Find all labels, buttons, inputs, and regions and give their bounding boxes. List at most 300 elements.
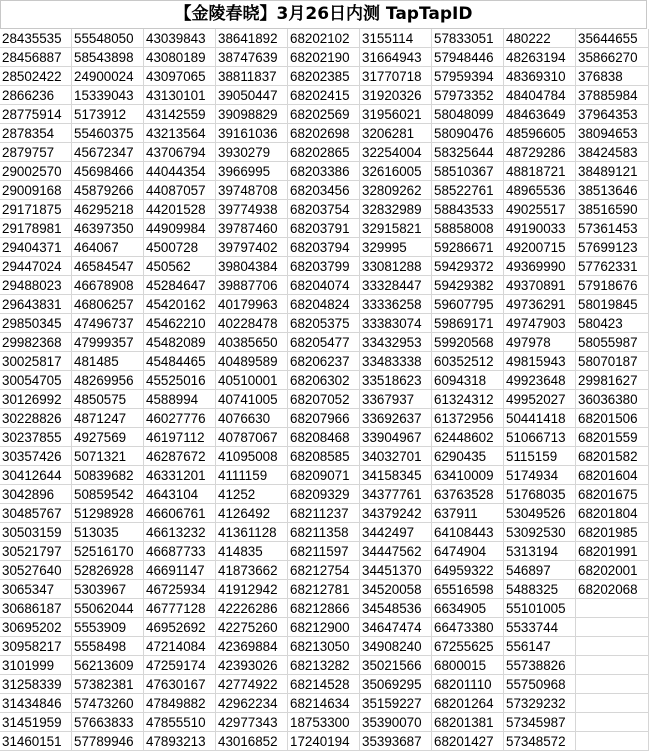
table-cell[interactable]: 68203799 bbox=[288, 257, 360, 276]
table-cell[interactable]: 59869171 bbox=[432, 314, 504, 333]
table-cell[interactable]: 39050447 bbox=[216, 86, 288, 105]
table-cell[interactable]: 18753300 bbox=[288, 713, 360, 732]
table-cell[interactable]: 68201110 bbox=[432, 675, 504, 694]
table-cell[interactable]: 59607795 bbox=[432, 295, 504, 314]
table-cell[interactable]: 32616005 bbox=[360, 162, 432, 181]
table-cell[interactable]: 46687733 bbox=[144, 542, 216, 561]
table-cell[interactable]: 3966995 bbox=[216, 162, 288, 181]
table-cell[interactable]: 31451959 bbox=[0, 713, 72, 732]
table-cell[interactable]: 40385650 bbox=[216, 333, 288, 352]
table-cell[interactable]: 45462210 bbox=[144, 314, 216, 333]
table-cell[interactable]: 46397350 bbox=[72, 219, 144, 238]
table-cell[interactable]: 35021566 bbox=[360, 656, 432, 675]
table-cell[interactable]: 57345987 bbox=[504, 713, 576, 732]
table-cell[interactable]: 29981627 bbox=[576, 371, 649, 390]
table-cell[interactable]: 68205375 bbox=[288, 314, 360, 333]
table-cell[interactable]: 33081288 bbox=[360, 257, 432, 276]
table-cell[interactable]: 46584547 bbox=[72, 257, 144, 276]
table-cell[interactable]: 61324312 bbox=[432, 390, 504, 409]
table-cell[interactable]: 68202865 bbox=[288, 143, 360, 162]
table-cell[interactable]: 37885984 bbox=[576, 86, 649, 105]
table-cell[interactable]: 64108443 bbox=[432, 523, 504, 542]
table-cell[interactable]: 38513646 bbox=[576, 181, 649, 200]
table-cell[interactable]: 30054705 bbox=[0, 371, 72, 390]
table-cell[interactable]: 546897 bbox=[504, 561, 576, 580]
table-cell[interactable]: 5488325 bbox=[504, 580, 576, 599]
table-cell[interactable]: 68202102 bbox=[288, 29, 360, 48]
table-cell[interactable]: 68203791 bbox=[288, 219, 360, 238]
table-cell[interactable]: 35393687 bbox=[360, 732, 432, 751]
table-cell[interactable]: 57361453 bbox=[576, 219, 649, 238]
table-cell[interactable]: 57473260 bbox=[72, 694, 144, 713]
table-cell[interactable]: 68204824 bbox=[288, 295, 360, 314]
table-cell[interactable]: 513035 bbox=[72, 523, 144, 542]
table-cell[interactable]: 48463649 bbox=[504, 105, 576, 124]
table-cell[interactable]: 44044354 bbox=[144, 162, 216, 181]
table-cell[interactable]: 4927569 bbox=[72, 428, 144, 447]
table-cell[interactable]: 68201506 bbox=[576, 409, 649, 428]
table-cell[interactable]: 49369990 bbox=[504, 257, 576, 276]
table-cell[interactable]: 57348572 bbox=[504, 732, 576, 751]
table-cell[interactable]: 39804384 bbox=[216, 257, 288, 276]
table-cell[interactable]: 61372956 bbox=[432, 409, 504, 428]
table-cell[interactable]: 42226286 bbox=[216, 599, 288, 618]
table-cell[interactable]: 65516598 bbox=[432, 580, 504, 599]
table-cell[interactable]: 29002570 bbox=[0, 162, 72, 181]
table-cell[interactable]: 55062044 bbox=[72, 599, 144, 618]
table-cell[interactable] bbox=[576, 713, 649, 732]
table-cell[interactable]: 68212866 bbox=[288, 599, 360, 618]
table-cell[interactable]: 30521797 bbox=[0, 542, 72, 561]
table-cell[interactable]: 46027776 bbox=[144, 409, 216, 428]
table-cell[interactable]: 32809262 bbox=[360, 181, 432, 200]
table-cell[interactable]: 34451370 bbox=[360, 561, 432, 580]
table-cell[interactable]: 3101999 bbox=[0, 656, 72, 675]
table-cell[interactable]: 40510001 bbox=[216, 371, 288, 390]
table-cell[interactable]: 58048099 bbox=[432, 105, 504, 124]
table-cell[interactable]: 41873662 bbox=[216, 561, 288, 580]
table-cell[interactable]: 6094318 bbox=[432, 371, 504, 390]
table-cell[interactable]: 30357426 bbox=[0, 447, 72, 466]
table-cell[interactable]: 68212900 bbox=[288, 618, 360, 637]
table-cell[interactable]: 5553909 bbox=[72, 618, 144, 637]
table-cell[interactable]: 48404784 bbox=[504, 86, 576, 105]
table-cell[interactable]: 329995 bbox=[360, 238, 432, 257]
table-cell[interactable]: 450562 bbox=[144, 257, 216, 276]
table-cell[interactable]: 37964353 bbox=[576, 105, 649, 124]
table-cell[interactable]: 480222 bbox=[504, 29, 576, 48]
table-cell[interactable]: 56213609 bbox=[72, 656, 144, 675]
table-cell[interactable]: 48269956 bbox=[72, 371, 144, 390]
table-cell[interactable]: 68201985 bbox=[576, 523, 649, 542]
table-cell[interactable]: 68212781 bbox=[288, 580, 360, 599]
table-cell[interactable]: 58843533 bbox=[432, 200, 504, 219]
table-cell[interactable] bbox=[576, 618, 649, 637]
table-cell[interactable]: 68203386 bbox=[288, 162, 360, 181]
table-cell[interactable]: 55101005 bbox=[504, 599, 576, 618]
table-cell[interactable]: 47259174 bbox=[144, 656, 216, 675]
table-cell[interactable]: 30527640 bbox=[0, 561, 72, 580]
table-cell[interactable]: 41095008 bbox=[216, 447, 288, 466]
table-cell[interactable]: 53049526 bbox=[504, 504, 576, 523]
table-cell[interactable]: 51066713 bbox=[504, 428, 576, 447]
table-cell[interactable]: 43706794 bbox=[144, 143, 216, 162]
table-cell[interactable]: 28435535 bbox=[0, 29, 72, 48]
table-cell[interactable]: 5558498 bbox=[72, 637, 144, 656]
table-cell[interactable]: 50441418 bbox=[504, 409, 576, 428]
table-cell[interactable]: 66473380 bbox=[432, 618, 504, 637]
table-cell[interactable]: 68214528 bbox=[288, 675, 360, 694]
table-cell[interactable]: 57789946 bbox=[72, 732, 144, 751]
table-cell[interactable]: 46613232 bbox=[144, 523, 216, 542]
table-cell[interactable]: 32915821 bbox=[360, 219, 432, 238]
table-cell[interactable]: 5173912 bbox=[72, 105, 144, 124]
table-cell[interactable]: 45420162 bbox=[144, 295, 216, 314]
table-cell[interactable]: 30686187 bbox=[0, 599, 72, 618]
table-cell[interactable]: 48596605 bbox=[504, 124, 576, 143]
table-cell[interactable]: 49747903 bbox=[504, 314, 576, 333]
table-cell[interactable]: 30695202 bbox=[0, 618, 72, 637]
table-cell[interactable]: 57948446 bbox=[432, 48, 504, 67]
table-cell[interactable]: 5533744 bbox=[504, 618, 576, 637]
table-cell[interactable]: 68202385 bbox=[288, 67, 360, 86]
table-cell[interactable] bbox=[576, 675, 649, 694]
table-cell[interactable]: 59429372 bbox=[432, 257, 504, 276]
table-cell[interactable]: 46295218 bbox=[72, 200, 144, 219]
table-cell[interactable]: 4588994 bbox=[144, 390, 216, 409]
table-cell[interactable]: 43213564 bbox=[144, 124, 216, 143]
table-cell[interactable]: 4126492 bbox=[216, 504, 288, 523]
table-cell[interactable]: 59429382 bbox=[432, 276, 504, 295]
table-cell[interactable]: 57699123 bbox=[576, 238, 649, 257]
table-cell[interactable]: 68212754 bbox=[288, 561, 360, 580]
table-cell[interactable]: 28775914 bbox=[0, 105, 72, 124]
table-cell[interactable]: 58325644 bbox=[432, 143, 504, 162]
table-cell[interactable] bbox=[576, 656, 649, 675]
table-cell[interactable]: 58090476 bbox=[432, 124, 504, 143]
table-cell[interactable]: 47214084 bbox=[144, 637, 216, 656]
table-cell[interactable]: 38641892 bbox=[216, 29, 288, 48]
table-cell[interactable] bbox=[576, 637, 649, 656]
table-cell[interactable]: 40741005 bbox=[216, 390, 288, 409]
table-cell[interactable]: 33483338 bbox=[360, 352, 432, 371]
table-cell[interactable]: 47630167 bbox=[144, 675, 216, 694]
table-cell[interactable]: 57973352 bbox=[432, 86, 504, 105]
table-cell[interactable]: 57959394 bbox=[432, 67, 504, 86]
table-cell[interactable]: 29850345 bbox=[0, 314, 72, 333]
table-cell[interactable]: 45284647 bbox=[144, 276, 216, 295]
table-cell[interactable]: 46725934 bbox=[144, 580, 216, 599]
table-cell[interactable]: 29488023 bbox=[0, 276, 72, 295]
table-cell[interactable]: 43080189 bbox=[144, 48, 216, 67]
table-cell[interactable]: 38489121 bbox=[576, 162, 649, 181]
table-cell[interactable]: 38516590 bbox=[576, 200, 649, 219]
table-cell[interactable]: 30126992 bbox=[0, 390, 72, 409]
table-cell[interactable]: 68203794 bbox=[288, 238, 360, 257]
table-cell[interactable]: 31920326 bbox=[360, 86, 432, 105]
table-cell[interactable]: 42977343 bbox=[216, 713, 288, 732]
table-cell[interactable]: 68201991 bbox=[576, 542, 649, 561]
table-cell[interactable]: 68202698 bbox=[288, 124, 360, 143]
table-cell[interactable]: 580423 bbox=[576, 314, 649, 333]
table-cell[interactable]: 68201804 bbox=[576, 504, 649, 523]
table-cell[interactable]: 3155114 bbox=[360, 29, 432, 48]
table-cell[interactable]: 68206302 bbox=[288, 371, 360, 390]
table-cell[interactable]: 47849882 bbox=[144, 694, 216, 713]
table-cell[interactable]: 68211237 bbox=[288, 504, 360, 523]
table-cell[interactable]: 55738826 bbox=[504, 656, 576, 675]
table-cell[interactable]: 33904967 bbox=[360, 428, 432, 447]
table-cell[interactable]: 35866270 bbox=[576, 48, 649, 67]
table-cell[interactable]: 30228826 bbox=[0, 409, 72, 428]
table-cell[interactable]: 58510367 bbox=[432, 162, 504, 181]
table-cell[interactable]: 68203754 bbox=[288, 200, 360, 219]
table-cell[interactable]: 40489589 bbox=[216, 352, 288, 371]
table-cell[interactable]: 68201675 bbox=[576, 485, 649, 504]
table-cell[interactable]: 46777128 bbox=[144, 599, 216, 618]
table-cell[interactable]: 40179963 bbox=[216, 295, 288, 314]
table-cell[interactable]: 34377761 bbox=[360, 485, 432, 504]
table-cell[interactable]: 68209071 bbox=[288, 466, 360, 485]
table-cell[interactable]: 28502422 bbox=[0, 67, 72, 86]
table-cell[interactable]: 68205477 bbox=[288, 333, 360, 352]
table-cell[interactable]: 46952692 bbox=[144, 618, 216, 637]
table-cell[interactable]: 68207966 bbox=[288, 409, 360, 428]
table-cell[interactable]: 49952027 bbox=[504, 390, 576, 409]
table-cell[interactable]: 68208468 bbox=[288, 428, 360, 447]
table-cell[interactable]: 39161036 bbox=[216, 124, 288, 143]
table-cell[interactable]: 4500728 bbox=[144, 238, 216, 257]
table-cell[interactable] bbox=[576, 694, 649, 713]
table-cell[interactable]: 49190033 bbox=[504, 219, 576, 238]
table-cell[interactable]: 55750968 bbox=[504, 675, 576, 694]
table-cell[interactable]: 2878354 bbox=[0, 124, 72, 143]
table-cell[interactable]: 42774922 bbox=[216, 675, 288, 694]
table-cell[interactable]: 68206237 bbox=[288, 352, 360, 371]
table-cell[interactable]: 34379242 bbox=[360, 504, 432, 523]
table-cell[interactable]: 48369310 bbox=[504, 67, 576, 86]
table-cell[interactable]: 33692637 bbox=[360, 409, 432, 428]
table-cell[interactable]: 50839682 bbox=[72, 466, 144, 485]
table-cell[interactable]: 55460375 bbox=[72, 124, 144, 143]
table-cell[interactable]: 68201582 bbox=[576, 447, 649, 466]
table-cell[interactable]: 24900024 bbox=[72, 67, 144, 86]
table-cell[interactable]: 33518623 bbox=[360, 371, 432, 390]
table-cell[interactable]: 45525016 bbox=[144, 371, 216, 390]
table-cell[interactable]: 6290435 bbox=[432, 447, 504, 466]
table-cell[interactable]: 38094653 bbox=[576, 124, 649, 143]
table-cell[interactable]: 47999357 bbox=[72, 333, 144, 352]
table-cell[interactable]: 47893213 bbox=[144, 732, 216, 751]
table-cell[interactable]: 3065347 bbox=[0, 580, 72, 599]
table-cell[interactable] bbox=[576, 599, 649, 618]
table-cell[interactable]: 49815943 bbox=[504, 352, 576, 371]
table-cell[interactable]: 58543898 bbox=[72, 48, 144, 67]
table-cell[interactable]: 57382381 bbox=[72, 675, 144, 694]
table-cell[interactable]: 68201559 bbox=[576, 428, 649, 447]
table-cell[interactable]: 46331201 bbox=[144, 466, 216, 485]
table-cell[interactable]: 57663833 bbox=[72, 713, 144, 732]
table-cell[interactable]: 35069295 bbox=[360, 675, 432, 694]
table-cell[interactable]: 30412644 bbox=[0, 466, 72, 485]
table-cell[interactable]: 30237855 bbox=[0, 428, 72, 447]
table-cell[interactable]: 376838 bbox=[576, 67, 649, 86]
table-cell[interactable]: 68201427 bbox=[432, 732, 504, 751]
table-cell[interactable]: 35159227 bbox=[360, 694, 432, 713]
table-cell[interactable]: 49923648 bbox=[504, 371, 576, 390]
table-cell[interactable]: 33336258 bbox=[360, 295, 432, 314]
table-cell[interactable]: 46691147 bbox=[144, 561, 216, 580]
table-cell[interactable]: 42369884 bbox=[216, 637, 288, 656]
table-cell[interactable]: 5313194 bbox=[504, 542, 576, 561]
table-cell[interactable]: 4850575 bbox=[72, 390, 144, 409]
table-cell[interactable]: 4871247 bbox=[72, 409, 144, 428]
table-cell[interactable]: 3442497 bbox=[360, 523, 432, 542]
table-cell[interactable]: 5303967 bbox=[72, 580, 144, 599]
table-cell[interactable]: 31770718 bbox=[360, 67, 432, 86]
table-cell[interactable]: 45484465 bbox=[144, 352, 216, 371]
table-cell[interactable]: 68211597 bbox=[288, 542, 360, 561]
table-cell[interactable]: 28456887 bbox=[0, 48, 72, 67]
table-cell[interactable]: 49370891 bbox=[504, 276, 576, 295]
table-cell[interactable]: 59286671 bbox=[432, 238, 504, 257]
table-cell[interactable]: 39774938 bbox=[216, 200, 288, 219]
table-cell[interactable]: 62448602 bbox=[432, 428, 504, 447]
table-cell[interactable]: 414835 bbox=[216, 542, 288, 561]
table-cell[interactable]: 33383074 bbox=[360, 314, 432, 333]
table-cell[interactable]: 67255625 bbox=[432, 637, 504, 656]
table-cell[interactable]: 4643104 bbox=[144, 485, 216, 504]
table-cell[interactable]: 68201264 bbox=[432, 694, 504, 713]
table-cell[interactable]: 42962234 bbox=[216, 694, 288, 713]
table-cell[interactable]: 46197112 bbox=[144, 428, 216, 447]
table-cell[interactable]: 57762331 bbox=[576, 257, 649, 276]
table-cell[interactable]: 51298928 bbox=[72, 504, 144, 523]
table-cell[interactable]: 637911 bbox=[432, 504, 504, 523]
table-cell[interactable]: 31664943 bbox=[360, 48, 432, 67]
table-cell[interactable]: 35390070 bbox=[360, 713, 432, 732]
table-cell[interactable]: 48965536 bbox=[504, 181, 576, 200]
table-cell[interactable]: 68213050 bbox=[288, 637, 360, 656]
table-cell[interactable]: 68211358 bbox=[288, 523, 360, 542]
table-cell[interactable]: 42393026 bbox=[216, 656, 288, 675]
table-cell[interactable]: 57918676 bbox=[576, 276, 649, 295]
table-cell[interactable]: 45698466 bbox=[72, 162, 144, 181]
table-cell[interactable]: 30958217 bbox=[0, 637, 72, 656]
table-cell[interactable]: 45879266 bbox=[72, 181, 144, 200]
table-cell[interactable]: 31956021 bbox=[360, 105, 432, 124]
table-cell[interactable]: 497978 bbox=[504, 333, 576, 352]
table-cell[interactable]: 29404371 bbox=[0, 238, 72, 257]
table-cell[interactable]: 6800015 bbox=[432, 656, 504, 675]
table-cell[interactable]: 38811837 bbox=[216, 67, 288, 86]
table-cell[interactable]: 39787460 bbox=[216, 219, 288, 238]
table-cell[interactable]: 58858008 bbox=[432, 219, 504, 238]
table-cell[interactable]: 29171875 bbox=[0, 200, 72, 219]
table-cell[interactable]: 32832989 bbox=[360, 200, 432, 219]
table-cell[interactable]: 68207052 bbox=[288, 390, 360, 409]
table-cell[interactable]: 41361128 bbox=[216, 523, 288, 542]
table-cell[interactable]: 68213282 bbox=[288, 656, 360, 675]
table-cell[interactable]: 38424583 bbox=[576, 143, 649, 162]
table-cell[interactable]: 3206281 bbox=[360, 124, 432, 143]
table-cell[interactable]: 51768035 bbox=[504, 485, 576, 504]
table-cell[interactable]: 34520058 bbox=[360, 580, 432, 599]
table-cell[interactable]: 3930279 bbox=[216, 143, 288, 162]
table-cell[interactable]: 57329232 bbox=[504, 694, 576, 713]
table-cell[interactable]: 40228478 bbox=[216, 314, 288, 333]
table-cell[interactable]: 31258339 bbox=[0, 675, 72, 694]
table-cell[interactable]: 41912942 bbox=[216, 580, 288, 599]
table-cell[interactable]: 464067 bbox=[72, 238, 144, 257]
table-cell[interactable]: 46678908 bbox=[72, 276, 144, 295]
table-cell[interactable]: 39748708 bbox=[216, 181, 288, 200]
table-cell[interactable]: 39098829 bbox=[216, 105, 288, 124]
table-cell[interactable]: 44909984 bbox=[144, 219, 216, 238]
table-cell[interactable]: 34548536 bbox=[360, 599, 432, 618]
table-cell[interactable]: 63410009 bbox=[432, 466, 504, 485]
table-cell[interactable]: 46606761 bbox=[144, 504, 216, 523]
table-cell[interactable]: 58522761 bbox=[432, 181, 504, 200]
table-cell[interactable]: 58070187 bbox=[576, 352, 649, 371]
table-cell[interactable]: 43097065 bbox=[144, 67, 216, 86]
table-cell[interactable]: 68202415 bbox=[288, 86, 360, 105]
table-cell[interactable]: 30025817 bbox=[0, 352, 72, 371]
table-cell[interactable]: 4076630 bbox=[216, 409, 288, 428]
table-cell[interactable]: 48729286 bbox=[504, 143, 576, 162]
table-cell[interactable]: 68214634 bbox=[288, 694, 360, 713]
table-cell[interactable]: 40787067 bbox=[216, 428, 288, 447]
table-cell[interactable]: 29447024 bbox=[0, 257, 72, 276]
table-cell[interactable]: 5115159 bbox=[504, 447, 576, 466]
table-cell[interactable]: 29643831 bbox=[0, 295, 72, 314]
table-cell[interactable]: 33432953 bbox=[360, 333, 432, 352]
table-cell[interactable]: 43039843 bbox=[144, 29, 216, 48]
table-cell[interactable]: 64959322 bbox=[432, 561, 504, 580]
table-cell[interactable]: 48818721 bbox=[504, 162, 576, 181]
table-cell[interactable]: 34908240 bbox=[360, 637, 432, 656]
table-cell[interactable]: 6474904 bbox=[432, 542, 504, 561]
table-cell[interactable]: 32254004 bbox=[360, 143, 432, 162]
table-cell[interactable]: 57833051 bbox=[432, 29, 504, 48]
table-cell[interactable]: 52516170 bbox=[72, 542, 144, 561]
table-cell[interactable]: 30503159 bbox=[0, 523, 72, 542]
table-cell[interactable]: 41252 bbox=[216, 485, 288, 504]
table-cell[interactable]: 68201381 bbox=[432, 713, 504, 732]
table-cell[interactable]: 39887706 bbox=[216, 276, 288, 295]
table-cell[interactable]: 45672347 bbox=[72, 143, 144, 162]
table-cell[interactable]: 39797402 bbox=[216, 238, 288, 257]
table-cell[interactable]: 44201528 bbox=[144, 200, 216, 219]
table-cell[interactable]: 68204074 bbox=[288, 276, 360, 295]
table-cell[interactable]: 2879757 bbox=[0, 143, 72, 162]
table-cell[interactable]: 34158345 bbox=[360, 466, 432, 485]
table-cell[interactable]: 31434846 bbox=[0, 694, 72, 713]
table-cell[interactable]: 4111159 bbox=[216, 466, 288, 485]
table-cell[interactable]: 29982368 bbox=[0, 333, 72, 352]
table-cell[interactable]: 68208585 bbox=[288, 447, 360, 466]
table-cell[interactable]: 49025517 bbox=[504, 200, 576, 219]
table-cell[interactable]: 5071321 bbox=[72, 447, 144, 466]
table-cell[interactable] bbox=[576, 732, 649, 751]
table-cell[interactable]: 53092530 bbox=[504, 523, 576, 542]
table-cell[interactable]: 68202001 bbox=[576, 561, 649, 580]
table-cell[interactable]: 52826928 bbox=[72, 561, 144, 580]
table-cell[interactable]: 38747639 bbox=[216, 48, 288, 67]
table-cell[interactable]: 45482089 bbox=[144, 333, 216, 352]
table-cell[interactable]: 42275260 bbox=[216, 618, 288, 637]
table-cell[interactable]: 17240194 bbox=[288, 732, 360, 751]
